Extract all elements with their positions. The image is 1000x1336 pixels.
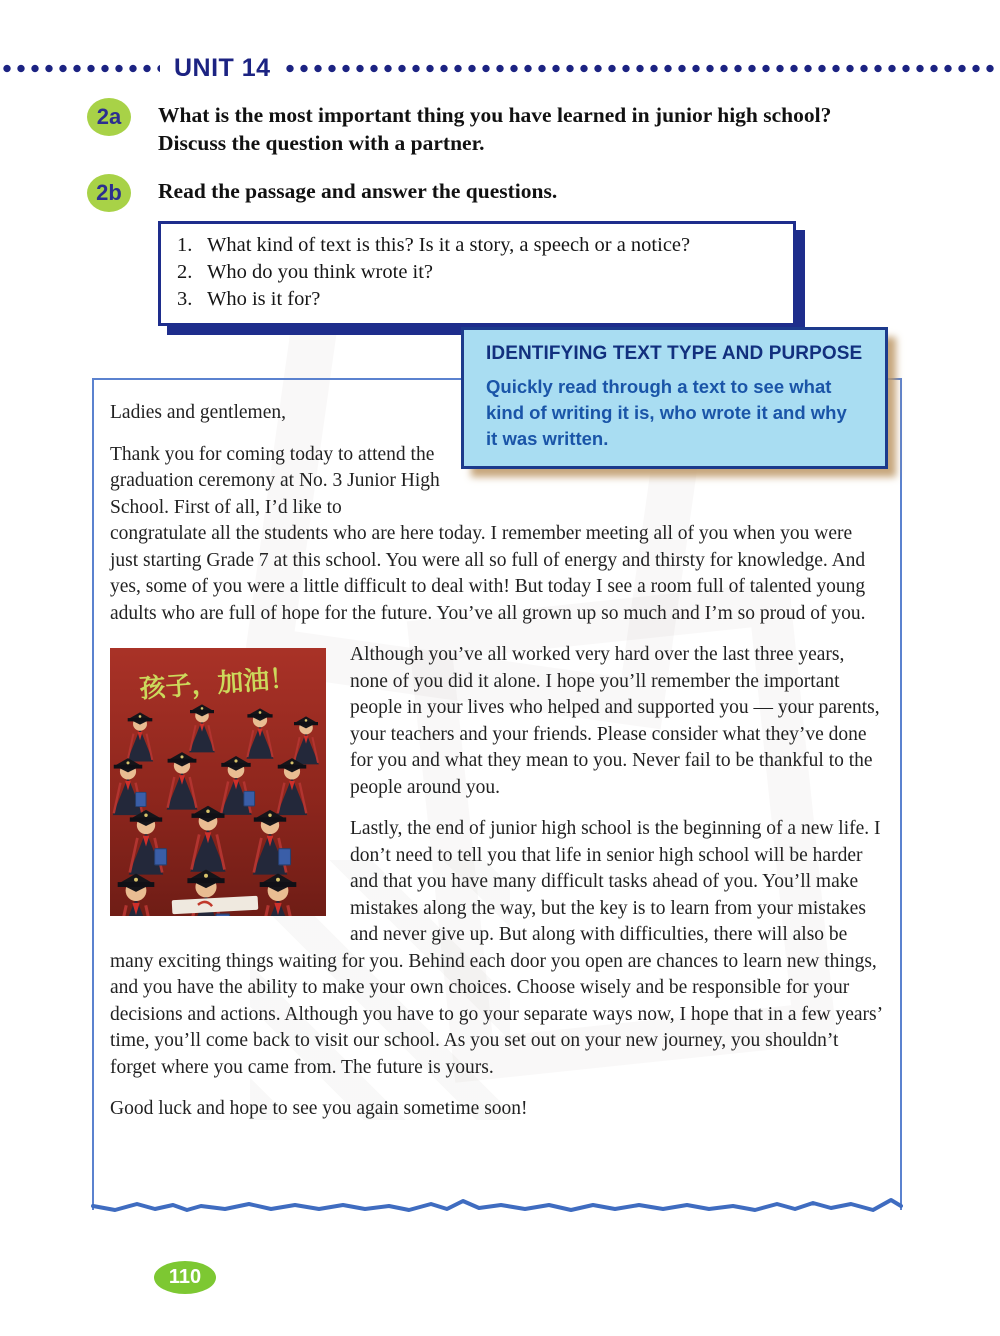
page-number-badge	[154, 1261, 216, 1294]
passage-greeting: Ladies and gentlemen,	[110, 402, 286, 423]
question-item	[177, 259, 781, 286]
passage-paragraph-3: Lastly, the end of junior high school is the beginning of a new life. I don’t need to tell you that life in senior high school will be harder and that you have many difficult tasks ahead of you. You’ll make mistakes along the way, but the key is to learn from your mistakes and never give up. But along with difficulties, there will also be many exciting things waiting for you. Behind each door you open are chances to learn new things, and you have the ability to make your own choices. Choose wisely and be responsible for your decisions and actions. Although you have to go your separate ways now, I hope that in a few years’ time, you’ll come back to visit our school. As you set out on your new journey, you shouldn’t forget where you came from. The future is yours.	[110, 818, 882, 1078]
instruction-2a: What is the most important thing you have learned in junior high school? Discuss the question with a partner.	[158, 103, 832, 155]
dotted-rule-left	[0, 64, 160, 73]
question-number: 2.	[177, 261, 193, 283]
question-text: What kind of text is this? Is it a story, a speech or a notice?	[207, 234, 691, 256]
question-item	[177, 286, 781, 313]
instruction-2b: Read the passage and answer the questions.	[158, 179, 558, 203]
graduation-photo	[110, 648, 326, 916]
question-number: 1.	[177, 234, 193, 256]
passage-paragraph-1: Thank you for coming today to attend the graduation ceremony at No. 3 Junior High School. First of all, I’d like to congratulate all the students who are here today. I remember meeting all of you when you were just starting Grade 7 at this school. You were all so full of energy and thirsty for knowledge. And yes, some of you were a little difficult to deal with! But today I see a room full of talented young adults who are full of hope for the future. You’ve all grown up so much and I’m so proud of you.	[110, 443, 866, 624]
unit-header	[0, 54, 1000, 82]
dotted-rule-right	[283, 64, 1000, 73]
activity-badge-2b-label: 2b	[96, 180, 122, 205]
photo-banner-text: 孩子，加油！	[138, 662, 297, 704]
torn-edge-wave	[91, 1196, 903, 1220]
passage-closing: Good luck and hope to see you again sometime soon!	[110, 1098, 528, 1119]
strategy-tip-box	[461, 327, 888, 469]
graduation-photo-image	[110, 648, 326, 916]
question-text: Who do you think wrote it?	[207, 261, 434, 283]
activity-badge-2a	[87, 98, 131, 136]
tip-title: IDENTIFYING TEXT TYPE AND PURPOSE	[486, 343, 863, 364]
passage-paragraph-2: Although you’ve all worked very hard over the last three years, none of you did it alone. I hope you’ll remember the important people in your lives who helped and supported you — your parents, your teachers and your friends. Please consider what they’ve done for you and what they mean to you. Never fail to be thankful to the people around you.	[350, 644, 880, 798]
tip-body: Quickly read through a text to see what kind of writing it is, who wrote it and why it was written.	[486, 376, 847, 449]
question-item	[177, 232, 781, 259]
questions-box	[158, 221, 796, 326]
passage-box	[92, 378, 902, 1210]
page-number: 110	[168, 1266, 202, 1288]
question-number: 3.	[177, 288, 193, 310]
activity-badge-2a-label: 2a	[96, 104, 122, 129]
question-text: Who is it for?	[207, 288, 321, 310]
unit-title: UNIT 14	[174, 53, 271, 82]
passage-body	[94, 380, 900, 1123]
activity-badge-2b	[87, 174, 131, 212]
